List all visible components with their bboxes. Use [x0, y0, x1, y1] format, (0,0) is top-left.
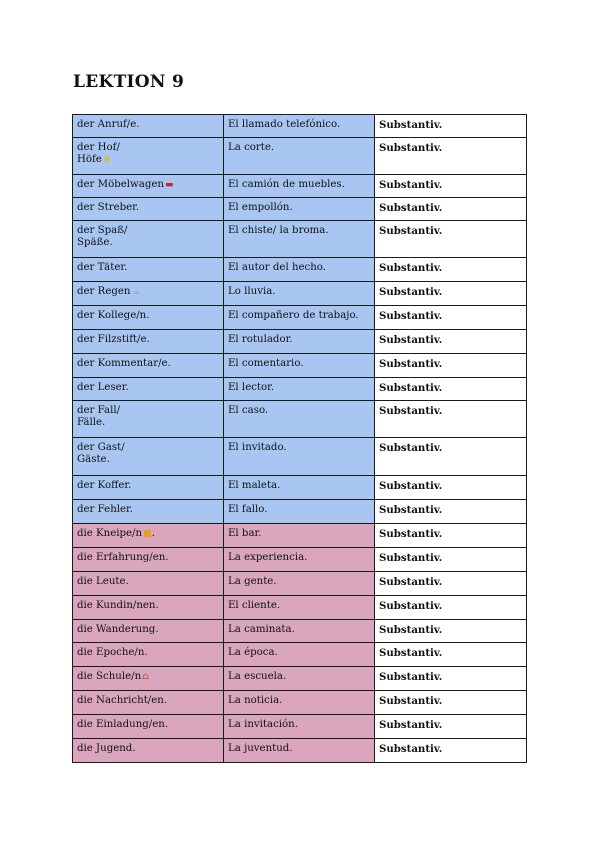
- german-word-suffix: .: [151, 528, 155, 539]
- spanish-translation: La escuela.: [228, 671, 287, 682]
- german-word: der Kommentar/e.: [77, 358, 171, 369]
- vocabulary-table-body: [73, 115, 527, 763]
- spanish-translation: El empollón.: [228, 202, 293, 213]
- spanish-translation-cell: [224, 306, 375, 330]
- german-word: die Jugend.: [77, 743, 136, 754]
- table-row: [73, 438, 527, 476]
- word-type: Substantiv.: [379, 624, 443, 636]
- german-word: die Kneipe/n: [77, 528, 143, 539]
- german-word: der Anruf/e.: [77, 119, 140, 130]
- table-row: [73, 548, 527, 572]
- word-type-cell: [375, 258, 527, 282]
- table-row: [73, 258, 527, 282]
- german-word-cell: [73, 378, 224, 401]
- table-row: [73, 620, 527, 643]
- spanish-translation-cell: [224, 596, 375, 620]
- german-word: der Fehler.: [77, 504, 134, 515]
- spanish-translation-cell: [224, 524, 375, 548]
- spanish-translation: El llamado telefónico.: [228, 119, 341, 130]
- spanish-translation: La invitación.: [228, 719, 298, 730]
- word-type-cell: [375, 330, 527, 354]
- spanish-translation-cell: [224, 221, 375, 258]
- word-type-cell: [375, 282, 527, 306]
- spanish-translation: El caso.: [228, 405, 269, 416]
- german-word-cell: [73, 138, 224, 175]
- beer-icon: ■: [143, 529, 152, 539]
- word-type: Substantiv.: [379, 442, 443, 454]
- word-type-cell: [375, 667, 527, 691]
- spanish-translation: El fallo.: [228, 504, 268, 515]
- word-type: Substantiv.: [379, 382, 443, 394]
- word-type: Substantiv.: [379, 504, 443, 516]
- word-type-cell: [375, 500, 527, 524]
- spanish-translation-cell: [224, 198, 375, 221]
- word-type-cell: [375, 620, 527, 643]
- table-row: [73, 572, 527, 596]
- spanish-translation-cell: [224, 354, 375, 378]
- word-type-cell: [375, 221, 527, 258]
- word-type: Substantiv.: [379, 480, 443, 492]
- spanish-translation: La noticia.: [228, 695, 283, 706]
- german-word-cell: [73, 596, 224, 620]
- spanish-translation-cell: [224, 715, 375, 739]
- table-row: [73, 221, 527, 258]
- german-word: die Leute.: [77, 576, 129, 587]
- table-row: [73, 378, 527, 401]
- word-type-cell: [375, 548, 527, 572]
- german-word: die Nachricht/en.: [77, 695, 168, 706]
- table-row: [73, 354, 527, 378]
- spanish-translation-cell: [224, 739, 375, 763]
- word-type: Substantiv.: [379, 119, 443, 131]
- german-word: der Streber.: [77, 202, 140, 213]
- word-type-cell: [375, 378, 527, 401]
- table-row: [73, 282, 527, 306]
- crown-icon: ♛: [102, 155, 111, 165]
- table-row: [73, 643, 527, 667]
- german-word: die Kundin/nen.: [77, 600, 159, 611]
- word-type: Substantiv.: [379, 405, 443, 417]
- table-row: [73, 306, 527, 330]
- word-type-cell: [375, 306, 527, 330]
- word-type-cell: [375, 354, 527, 378]
- table-row: [73, 500, 527, 524]
- spanish-translation: El cliente.: [228, 600, 281, 611]
- word-type: Substantiv.: [379, 358, 443, 370]
- german-word: die Einladung/en.: [77, 719, 169, 730]
- table-row: [73, 175, 527, 198]
- spanish-translation: El camión de muebles.: [228, 179, 345, 190]
- table-row: [73, 739, 527, 763]
- spanish-translation-cell: [224, 175, 375, 198]
- german-word-cell: [73, 500, 224, 524]
- german-word: der Gast/ Gäste.: [77, 442, 125, 465]
- german-word-cell: [73, 282, 224, 306]
- spanish-translation: La corte.: [228, 142, 275, 153]
- word-type: Substantiv.: [379, 225, 443, 237]
- german-word-cell: [73, 221, 224, 258]
- word-type-cell: [375, 401, 527, 438]
- german-word: die Erfahrung/en.: [77, 552, 169, 563]
- spanish-translation: El rotulador.: [228, 334, 293, 345]
- word-type: Substantiv.: [379, 671, 443, 683]
- spanish-translation-cell: [224, 572, 375, 596]
- word-type-cell: [375, 115, 527, 138]
- spanish-translation-cell: [224, 138, 375, 175]
- german-word-cell: [73, 524, 224, 548]
- german-word-cell: [73, 401, 224, 438]
- german-word-cell: [73, 620, 224, 643]
- word-type: Substantiv.: [379, 695, 443, 707]
- cloud-icon: ☁: [131, 287, 141, 297]
- german-word-cell: [73, 175, 224, 198]
- word-type-cell: [375, 476, 527, 500]
- word-type-cell: [375, 596, 527, 620]
- spanish-translation: El invitado.: [228, 442, 287, 453]
- spanish-translation-cell: [224, 620, 375, 643]
- table-row: [73, 330, 527, 354]
- word-type: Substantiv.: [379, 179, 443, 191]
- table-row: [73, 138, 527, 175]
- word-type-cell: [375, 691, 527, 715]
- german-word-cell: [73, 548, 224, 572]
- word-type: Substantiv.: [379, 743, 443, 755]
- spanish-translation-cell: [224, 401, 375, 438]
- table-row: [73, 715, 527, 739]
- german-word-cell: [73, 438, 224, 476]
- word-type-cell: [375, 438, 527, 476]
- word-type-cell: [375, 175, 527, 198]
- table-row: [73, 691, 527, 715]
- spanish-translation-cell: [224, 330, 375, 354]
- spanish-translation: El bar.: [228, 528, 262, 539]
- word-type: Substantiv.: [379, 334, 443, 346]
- word-type-cell: [375, 739, 527, 763]
- german-word-cell: [73, 572, 224, 596]
- word-type: Substantiv.: [379, 600, 443, 612]
- german-word-cell: [73, 258, 224, 282]
- german-word: der Spaß/ Späße.: [77, 225, 128, 248]
- word-type: Substantiv.: [379, 576, 443, 588]
- vocabulary-table: [72, 114, 527, 763]
- spanish-translation: Lo lluvia.: [228, 286, 276, 297]
- word-type: Substantiv.: [379, 202, 443, 214]
- german-word-cell: [73, 643, 224, 667]
- word-type-cell: [375, 198, 527, 221]
- word-type: Substantiv.: [379, 286, 443, 298]
- spanish-translation: La gente.: [228, 576, 277, 587]
- german-word: der Filzstift/e.: [77, 334, 150, 345]
- word-type-cell: [375, 715, 527, 739]
- german-word-cell: [73, 198, 224, 221]
- spanish-translation-cell: [224, 476, 375, 500]
- word-type-cell: [375, 138, 527, 175]
- spanish-translation-cell: [224, 438, 375, 476]
- spanish-translation: La caminata.: [228, 624, 295, 635]
- spanish-translation-cell: [224, 258, 375, 282]
- table-row: [73, 401, 527, 438]
- german-word-cell: [73, 306, 224, 330]
- word-type-cell: [375, 572, 527, 596]
- german-word: der Hof/ Höfe: [77, 142, 120, 165]
- german-word: der Regen: [77, 286, 131, 297]
- table-row: [73, 198, 527, 221]
- german-word-cell: [73, 115, 224, 138]
- german-word: die Wanderung.: [77, 624, 159, 635]
- german-word: der Täter.: [77, 262, 128, 273]
- word-type: Substantiv.: [379, 528, 443, 540]
- spanish-translation-cell: [224, 667, 375, 691]
- word-type: Substantiv.: [379, 647, 443, 659]
- spanish-translation-cell: [224, 115, 375, 138]
- spanish-translation-cell: [224, 378, 375, 401]
- word-type: Substantiv.: [379, 310, 443, 322]
- spanish-translation: La juventud.: [228, 743, 293, 754]
- spanish-translation-cell: [224, 500, 375, 524]
- german-word: der Kollege/n.: [77, 310, 150, 321]
- table-row: [73, 115, 527, 138]
- spanish-translation: El compañero de trabajo.: [228, 310, 359, 321]
- german-word-cell: [73, 691, 224, 715]
- german-word-cell: [73, 354, 224, 378]
- word-type: Substantiv.: [379, 552, 443, 564]
- table-row: [73, 596, 527, 620]
- spanish-translation-cell: [224, 643, 375, 667]
- word-type: Substantiv.: [379, 142, 443, 154]
- german-word-cell: [73, 330, 224, 354]
- german-word-cell: [73, 476, 224, 500]
- spanish-translation: El chiste/ la broma.: [228, 225, 329, 236]
- spanish-translation-cell: [224, 691, 375, 715]
- german-word: der Leser.: [77, 382, 129, 393]
- german-word: die Epoche/n.: [77, 647, 148, 658]
- spanish-translation-cell: [224, 548, 375, 572]
- word-type: Substantiv.: [379, 719, 443, 731]
- word-type: Substantiv.: [379, 262, 443, 274]
- german-word-cell: [73, 739, 224, 763]
- spanish-translation: El comentario.: [228, 358, 304, 369]
- table-row: [73, 524, 527, 548]
- spanish-translation: El autor del hecho.: [228, 262, 326, 273]
- page-title: LEKTION 9: [73, 72, 185, 92]
- word-type-cell: [375, 643, 527, 667]
- school-icon: ⌂: [142, 672, 150, 682]
- spanish-translation: El maleta.: [228, 480, 281, 491]
- spanish-translation: La experiencia.: [228, 552, 308, 563]
- spanish-translation: La época.: [228, 647, 278, 658]
- german-word: der Koffer.: [77, 480, 132, 491]
- german-word: die Schule/n: [77, 671, 142, 682]
- truck-icon: ▬: [164, 180, 174, 190]
- german-word: der Möbelwagen: [77, 179, 164, 190]
- table-row: [73, 476, 527, 500]
- table-row: [73, 667, 527, 691]
- spanish-translation-cell: [224, 282, 375, 306]
- german-word-cell: [73, 667, 224, 691]
- spanish-translation: El lector.: [228, 382, 275, 393]
- word-type-cell: [375, 524, 527, 548]
- german-word: der Fall/ Fälle.: [77, 405, 121, 428]
- german-word-cell: [73, 715, 224, 739]
